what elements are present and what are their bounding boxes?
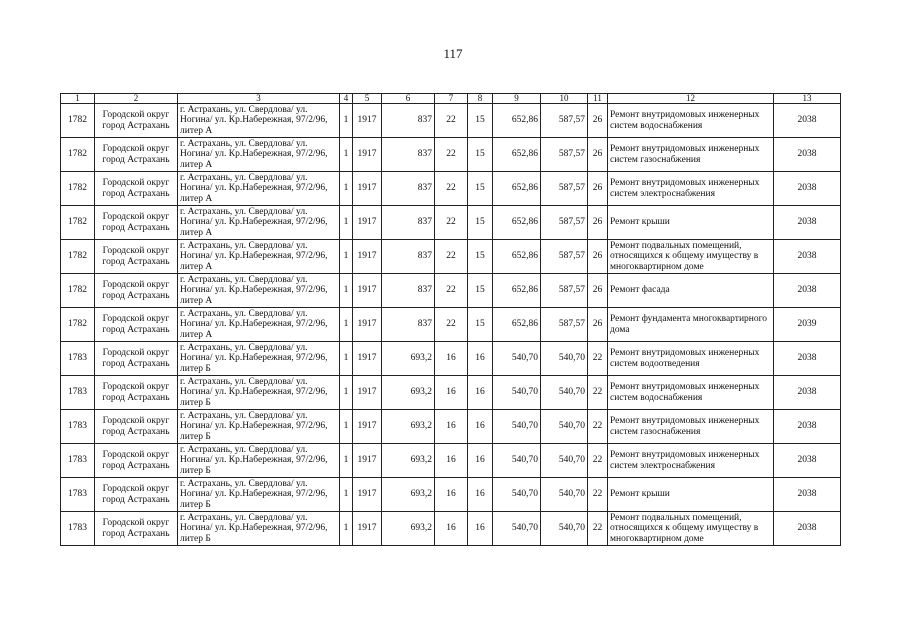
cell-work-type: Ремонт внутридомовых инженерных систем водоснабжения [608, 104, 774, 138]
cell-area-10: 587,57 [541, 274, 588, 308]
cell-col-7: 16 [435, 342, 468, 376]
cell-plan-year: 2038 [774, 274, 841, 308]
cell-col-4: 1 [340, 444, 353, 478]
table-row [61, 478, 841, 512]
cell-address: г. Астрахань, ул. Свердлова/ ул. Ногина/ ул. Кр.Набережная, 97/2/96, литер Б [178, 512, 340, 546]
cell-area: 693,2 [382, 512, 435, 546]
cell-col-8: 16 [468, 512, 493, 546]
cell-col-8: 16 [468, 376, 493, 410]
column-header-3: 3 [178, 94, 340, 104]
cell-area-10: 587,57 [541, 240, 588, 274]
cell-col-11: 26 [588, 308, 608, 342]
table-row [61, 342, 841, 376]
cell-row-id: 1782 [61, 274, 95, 308]
cell-col-11: 26 [588, 172, 608, 206]
cell-plan-year: 2038 [774, 104, 841, 138]
table-row [61, 240, 841, 274]
cell-year: 1917 [353, 138, 382, 172]
cell-municipality: Городской округ город Астрахань [95, 104, 178, 138]
cell-plan-year: 2038 [774, 342, 841, 376]
table-row [61, 138, 841, 172]
cell-area-9: 652,86 [493, 104, 541, 138]
cell-col-4: 1 [340, 240, 353, 274]
cell-col-11: 26 [588, 138, 608, 172]
cell-area: 837 [382, 206, 435, 240]
cell-municipality: Городской округ город Астрахань [95, 444, 178, 478]
cell-col-7: 16 [435, 512, 468, 546]
cell-municipality: Городской округ город Астрахань [95, 376, 178, 410]
cell-area-9: 540,70 [493, 410, 541, 444]
table-row [61, 512, 841, 546]
cell-area: 693,2 [382, 444, 435, 478]
cell-area-10: 540,70 [541, 376, 588, 410]
cell-address: г. Астрахань, ул. Свердлова/ ул. Ногина/ ул. Кр.Набережная, 97/2/96, литер А [178, 308, 340, 342]
table-row [61, 274, 841, 308]
cell-municipality: Городской округ город Астрахань [95, 274, 178, 308]
cell-col-4: 1 [340, 512, 353, 546]
cell-area: 693,2 [382, 410, 435, 444]
cell-row-id: 1782 [61, 206, 95, 240]
cell-col-4: 1 [340, 410, 353, 444]
cell-row-id: 1783 [61, 444, 95, 478]
cell-col-7: 22 [435, 104, 468, 138]
column-header-9: 9 [493, 94, 541, 104]
cell-area-9: 652,86 [493, 138, 541, 172]
cell-work-type: Ремонт подвальных помещений, относящихся к общему имуществу в многоквартирном доме [608, 512, 774, 546]
cell-address: г. Астрахань, ул. Свердлова/ ул. Ногина/ ул. Кр.Набережная, 97/2/96, литер Б [178, 376, 340, 410]
cell-row-id: 1783 [61, 342, 95, 376]
cell-col-11: 26 [588, 206, 608, 240]
cell-address: г. Астрахань, ул. Свердлова/ ул. Ногина/ ул. Кр.Набережная, 97/2/96, литер Б [178, 444, 340, 478]
table-row [61, 308, 841, 342]
cell-col-4: 1 [340, 104, 353, 138]
cell-plan-year: 2038 [774, 206, 841, 240]
cell-area-10: 587,57 [541, 138, 588, 172]
cell-col-11: 22 [588, 410, 608, 444]
cell-area-9: 652,86 [493, 240, 541, 274]
cell-area-10: 587,57 [541, 206, 588, 240]
cell-municipality: Городской округ город Астрахань [95, 478, 178, 512]
cell-col-4: 1 [340, 274, 353, 308]
cell-row-id: 1783 [61, 512, 95, 546]
cell-plan-year: 2038 [774, 444, 841, 478]
cell-municipality: Городской округ город Астрахань [95, 342, 178, 376]
cell-area: 693,2 [382, 376, 435, 410]
cell-col-11: 26 [588, 104, 608, 138]
cell-year: 1917 [353, 104, 382, 138]
cell-year: 1917 [353, 342, 382, 376]
cell-row-id: 1783 [61, 478, 95, 512]
table-row [61, 172, 841, 206]
cell-address: г. Астрахань, ул. Свердлова/ ул. Ногина/ ул. Кр.Набережная, 97/2/96, литер А [178, 104, 340, 138]
cell-year: 1917 [353, 308, 382, 342]
cell-municipality: Городской округ город Астрахань [95, 512, 178, 546]
cell-area-10: 587,57 [541, 104, 588, 138]
cell-col-7: 22 [435, 172, 468, 206]
cell-row-id: 1782 [61, 172, 95, 206]
cell-col-7: 22 [435, 308, 468, 342]
cell-col-7: 16 [435, 478, 468, 512]
cell-area: 837 [382, 240, 435, 274]
cell-plan-year: 2038 [774, 376, 841, 410]
cell-area-10: 540,70 [541, 478, 588, 512]
cell-row-id: 1783 [61, 376, 95, 410]
cell-area-10: 540,70 [541, 444, 588, 478]
cell-year: 1917 [353, 410, 382, 444]
cell-year: 1917 [353, 444, 382, 478]
cell-area-9: 652,86 [493, 308, 541, 342]
cell-row-id: 1782 [61, 138, 95, 172]
cell-area-10: 587,57 [541, 172, 588, 206]
cell-work-type: Ремонт внутридомовых инженерных систем электроснабжения [608, 172, 774, 206]
cell-col-4: 1 [340, 172, 353, 206]
cell-plan-year: 2038 [774, 410, 841, 444]
cell-area: 837 [382, 274, 435, 308]
cell-area-10: 540,70 [541, 342, 588, 376]
cell-row-id: 1782 [61, 104, 95, 138]
cell-col-8: 15 [468, 240, 493, 274]
column-header-12: 12 [608, 94, 774, 104]
cell-area-9: 540,70 [493, 512, 541, 546]
cell-address: г. Астрахань, ул. Свердлова/ ул. Ногина/ ул. Кр.Набережная, 97/2/96, литер А [178, 274, 340, 308]
cell-year: 1917 [353, 274, 382, 308]
cell-col-11: 22 [588, 342, 608, 376]
table-row [61, 206, 841, 240]
cell-plan-year: 2038 [774, 138, 841, 172]
cell-col-7: 22 [435, 138, 468, 172]
cell-area-9: 652,86 [493, 274, 541, 308]
cell-col-8: 15 [468, 104, 493, 138]
cell-area: 837 [382, 104, 435, 138]
cell-address: г. Астрахань, ул. Свердлова/ ул. Ногина/ ул. Кр.Набережная, 97/2/96, литер Б [178, 410, 340, 444]
column-header-8: 8 [468, 94, 493, 104]
cell-row-id: 1782 [61, 240, 95, 274]
cell-address: г. Астрахань, ул. Свердлова/ ул. Ногина/ ул. Кр.Набережная, 97/2/96, литер А [178, 138, 340, 172]
table-row [61, 410, 841, 444]
cell-area-10: 540,70 [541, 512, 588, 546]
cell-work-type: Ремонт внутридомовых инженерных систем газоснабжения [608, 138, 774, 172]
cell-year: 1917 [353, 512, 382, 546]
cell-area-9: 540,70 [493, 342, 541, 376]
cell-municipality: Городской округ город Астрахань [95, 206, 178, 240]
cell-col-8: 16 [468, 342, 493, 376]
cell-address: г. Астрахань, ул. Свердлова/ ул. Ногина/ ул. Кр.Набережная, 97/2/96, литер А [178, 240, 340, 274]
cell-work-type: Ремонт крыши [608, 206, 774, 240]
cell-year: 1917 [353, 376, 382, 410]
cell-col-8: 15 [468, 172, 493, 206]
cell-address: г. Астрахань, ул. Свердлова/ ул. Ногина/ ул. Кр.Набережная, 97/2/96, литер Б [178, 478, 340, 512]
cell-plan-year: 2038 [774, 240, 841, 274]
table-row [61, 104, 841, 138]
cell-work-type: Ремонт внутридомовых инженерных систем водоотведения [608, 342, 774, 376]
column-header-1: 1 [61, 94, 95, 104]
cell-col-8: 16 [468, 478, 493, 512]
cell-col-11: 22 [588, 376, 608, 410]
cell-address: г. Астрахань, ул. Свердлова/ ул. Ногина/ ул. Кр.Набережная, 97/2/96, литер Б [178, 342, 340, 376]
cell-area: 693,2 [382, 478, 435, 512]
cell-work-type: Ремонт фасада [608, 274, 774, 308]
cell-col-4: 1 [340, 376, 353, 410]
cell-area-9: 652,86 [493, 172, 541, 206]
cell-municipality: Городской округ город Астрахань [95, 240, 178, 274]
cell-col-4: 1 [340, 138, 353, 172]
column-header-7: 7 [435, 94, 468, 104]
cell-work-type: Ремонт внутридомовых инженерных систем электроснабжения [608, 444, 774, 478]
column-header-6: 6 [382, 94, 435, 104]
cell-col-8: 16 [468, 444, 493, 478]
cell-col-11: 22 [588, 478, 608, 512]
cell-municipality: Городской округ город Астрахань [95, 410, 178, 444]
cell-col-4: 1 [340, 206, 353, 240]
cell-col-4: 1 [340, 308, 353, 342]
column-header-10: 10 [541, 94, 588, 104]
cell-col-8: 15 [468, 274, 493, 308]
cell-col-4: 1 [340, 478, 353, 512]
cell-plan-year: 2038 [774, 478, 841, 512]
page-number: 117 [443, 46, 463, 61]
cell-col-7: 22 [435, 206, 468, 240]
cell-year: 1917 [353, 478, 382, 512]
cell-year: 1917 [353, 240, 382, 274]
cell-row-id: 1782 [61, 308, 95, 342]
cell-col-11: 26 [588, 274, 608, 308]
cell-plan-year: 2038 [774, 172, 841, 206]
cell-area: 837 [382, 308, 435, 342]
cell-col-7: 22 [435, 274, 468, 308]
cell-municipality: Городской округ город Астрахань [95, 308, 178, 342]
column-header-4: 4 [340, 94, 353, 104]
cell-row-id: 1783 [61, 410, 95, 444]
table-row [61, 376, 841, 410]
cell-col-11: 26 [588, 240, 608, 274]
cell-col-8: 16 [468, 410, 493, 444]
column-header-13: 13 [774, 94, 841, 104]
cell-col-8: 15 [468, 138, 493, 172]
header-row [61, 94, 841, 104]
cell-work-type: Ремонт крыши [608, 478, 774, 512]
cell-work-type: Ремонт внутридомовых инженерных систем газоснабжения [608, 410, 774, 444]
cell-col-11: 22 [588, 512, 608, 546]
cell-work-type: Ремонт внутридомовых инженерных систем водоснабжения [608, 376, 774, 410]
cell-col-8: 15 [468, 308, 493, 342]
cell-col-4: 1 [340, 342, 353, 376]
cell-municipality: Городской округ город Астрахань [95, 172, 178, 206]
cell-plan-year: 2038 [774, 512, 841, 546]
cell-col-7: 16 [435, 444, 468, 478]
cell-work-type: Ремонт подвальных помещений, относящихся к общему имуществу в многоквартирном доме [608, 240, 774, 274]
cell-area-10: 540,70 [541, 410, 588, 444]
cell-address: г. Астрахань, ул. Свердлова/ ул. Ногина/ ул. Кр.Набережная, 97/2/96, литер А [178, 206, 340, 240]
cell-col-7: 16 [435, 410, 468, 444]
column-header-11: 11 [588, 94, 608, 104]
cell-address: г. Астрахань, ул. Свердлова/ ул. Ногина/ ул. Кр.Набережная, 97/2/96, литер А [178, 172, 340, 206]
cell-area: 837 [382, 172, 435, 206]
cell-col-7: 22 [435, 240, 468, 274]
column-header-2: 2 [95, 94, 178, 104]
cell-area-9: 540,70 [493, 478, 541, 512]
cell-work-type: Ремонт фундамента многоквартирного дома [608, 308, 774, 342]
column-header-5: 5 [353, 94, 382, 104]
cell-plan-year: 2039 [774, 308, 841, 342]
cell-area-9: 540,70 [493, 376, 541, 410]
cell-year: 1917 [353, 172, 382, 206]
repair-schedule-table [60, 93, 841, 546]
cell-col-11: 22 [588, 444, 608, 478]
cell-area-9: 540,70 [493, 444, 541, 478]
table-row [61, 444, 841, 478]
cell-area-9: 652,86 [493, 206, 541, 240]
cell-col-7: 16 [435, 376, 468, 410]
cell-area-10: 587,57 [541, 308, 588, 342]
cell-col-8: 15 [468, 206, 493, 240]
cell-year: 1917 [353, 206, 382, 240]
cell-area: 693,2 [382, 342, 435, 376]
cell-municipality: Городской округ город Астрахань [95, 138, 178, 172]
cell-area: 837 [382, 138, 435, 172]
